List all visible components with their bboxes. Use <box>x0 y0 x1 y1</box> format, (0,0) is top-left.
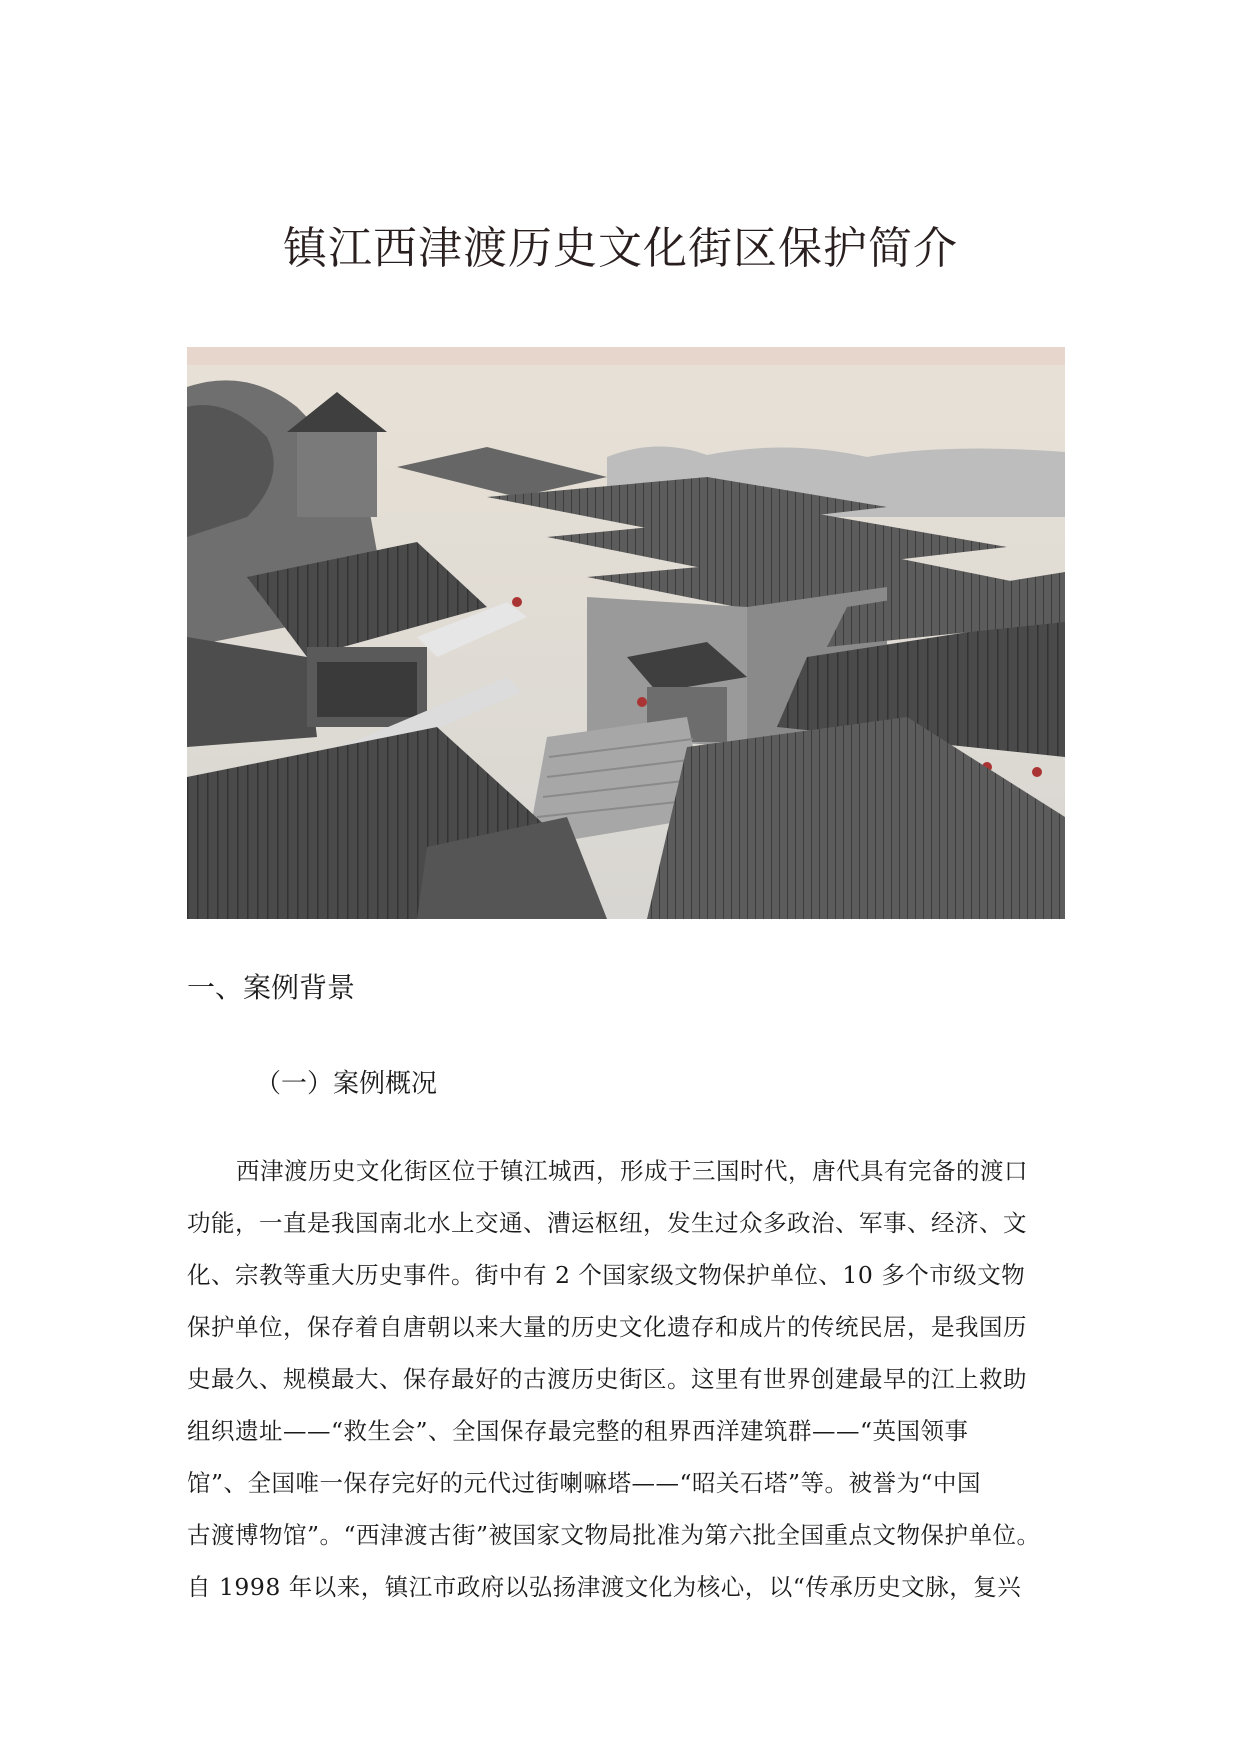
paragraph-line: 保护单位，保存着自唐朝以来大量的历史文化遗存和成片的传统民居，是我国历 <box>187 1313 1027 1341</box>
paragraph-line: 史最久、规模最大、保存最好的古渡历史街区。这里有世界创建最早的江上救助 <box>187 1365 1027 1393</box>
photo-icon <box>187 347 1065 919</box>
paragraph-line: 西津渡历史文化街区位于镇江城西，形成于三国时代，唐代具有完备的渡口 <box>236 1157 1028 1185</box>
paragraph-line: 古渡博物馆”。“西津渡古街”被国家文物局批准为第六批全国重点文物保护单位。 <box>187 1521 1041 1549</box>
paragraph-line: 馆”、全国唯一保存完好的元代过街喇嘛塔——“昭关石塔”等。被誉为“中国 <box>187 1469 982 1497</box>
body-paragraph <box>187 1145 1049 1613</box>
subsection-heading: （一）案例概况 <box>255 1069 438 1099</box>
paragraph-line: 组织遗址——“救生会”、全国保存最完整的租界西洋建筑群——“英国领事 <box>187 1417 969 1445</box>
street-photo <box>187 347 1065 919</box>
paragraph-line: 化、宗教等重大历史事件。街中有 2 个国家级文物保护单位、10 多个市级文物 <box>187 1261 1026 1289</box>
paragraph-line: 自 1998 年以来，镇江市政府以弘扬津渡文化为核心，以“传承历史文脉，复兴 <box>187 1573 1022 1601</box>
section-heading: 一、案例背景 <box>187 971 356 1004</box>
paragraph-line: 功能，一直是我国南北水上交通、漕运枢纽，发生过众多政治、军事、经济、文 <box>187 1209 1027 1237</box>
page-title: 镇江西津渡历史文化街区保护简介 <box>283 223 958 274</box>
